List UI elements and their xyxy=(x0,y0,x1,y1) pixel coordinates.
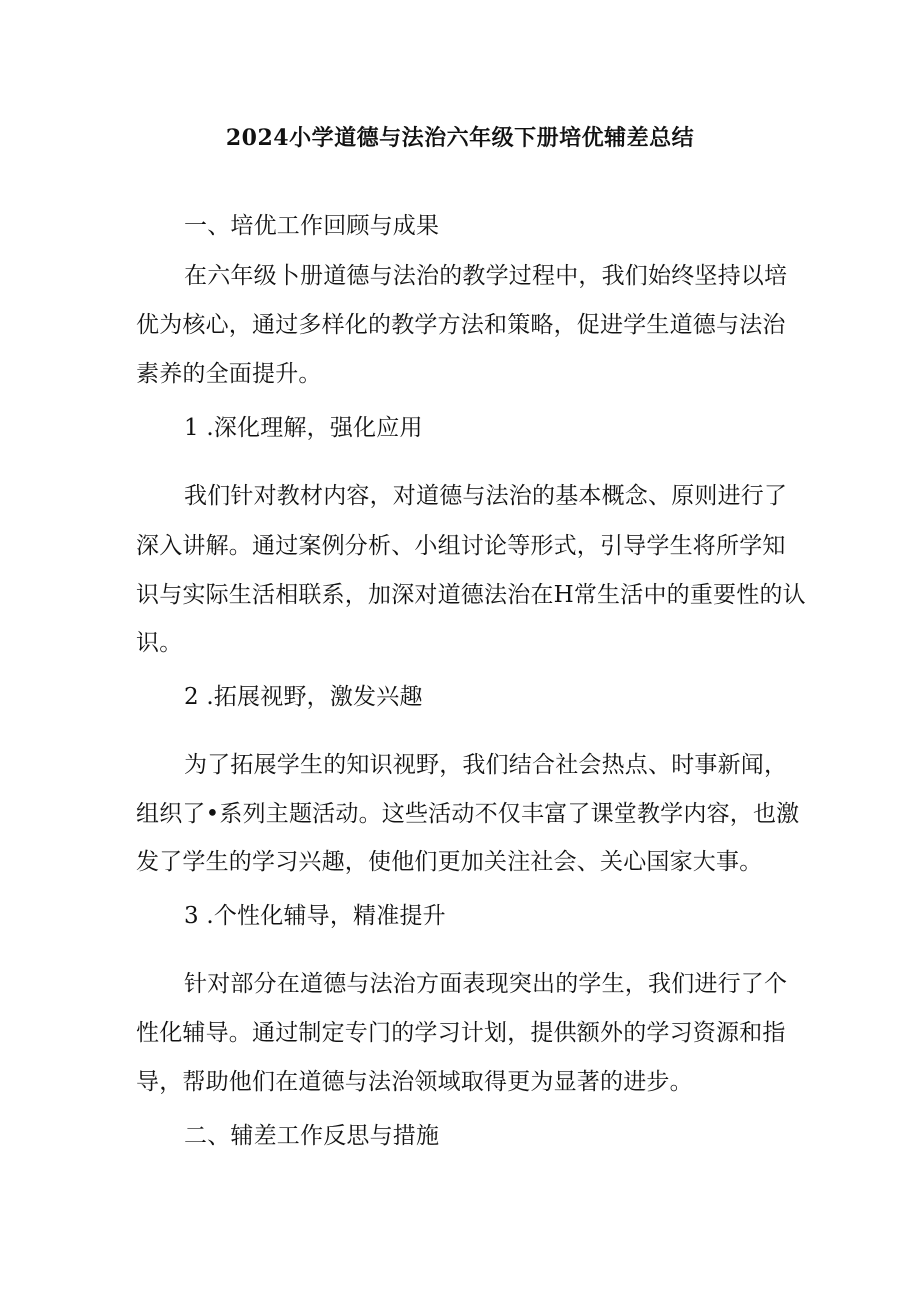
subheading-1: 1 .深化理解，强化应用 xyxy=(184,415,423,441)
paragraph-line: 性化辅导。通过制定专门的学习计划，提供额外的学习资源和指 xyxy=(136,1020,786,1046)
subheading-2: 2 .拓展视野，激发兴趣 xyxy=(184,684,423,710)
paragraph-line: 为了拓展学生的知识视野，我们结合社会热点、时事新闻， xyxy=(184,752,788,778)
paragraph-line: 组织了•系列主题活动。这些活动不仅丰富了课堂教学内容，也激 xyxy=(136,801,800,827)
paragraph-line: 在六年级卜册道德与法治的教学过程中，我们始终坚持以培 xyxy=(184,263,788,289)
paragraph-line: 识与实际生活相联系，加深对道德法治在H常生活中的重要性的认 xyxy=(136,582,806,608)
paragraph-line: 识。 xyxy=(136,630,183,656)
paragraph-line: 发了学生的学习兴趣，使他们更加关注社会、关心国家大事。 xyxy=(136,849,763,875)
paragraph-line: 针对部分在道德与法治方面表现突出的学生，我们进行了个 xyxy=(184,971,788,997)
paragraph-line: 优为核心，通过多样化的教学方法和策略，促进学生道德与法治 xyxy=(136,312,786,338)
paragraph-line: 深入讲解。通过案例分析、小组讨论等形式，引导学生将所学知 xyxy=(136,533,786,559)
paragraph-line: 导，帮助他们在道德与法治领域取得更为显著的进步。 xyxy=(136,1069,693,1095)
paragraph-line: 素养的全面提升。 xyxy=(136,361,322,387)
section-heading-1: 一、培优工作回顾与成果 xyxy=(184,213,440,239)
document-title: 2024小学道德与法治六年级下册培优辅差总结 xyxy=(225,125,695,151)
paragraph-line: 我们针对教材内容，对道德与法治的基本概念、原则进行了 xyxy=(184,483,788,509)
subheading-3: 3 .个性化辅导，精准提升 xyxy=(184,903,446,929)
section-heading-2: 二、辅差工作反思与措施 xyxy=(184,1123,440,1149)
